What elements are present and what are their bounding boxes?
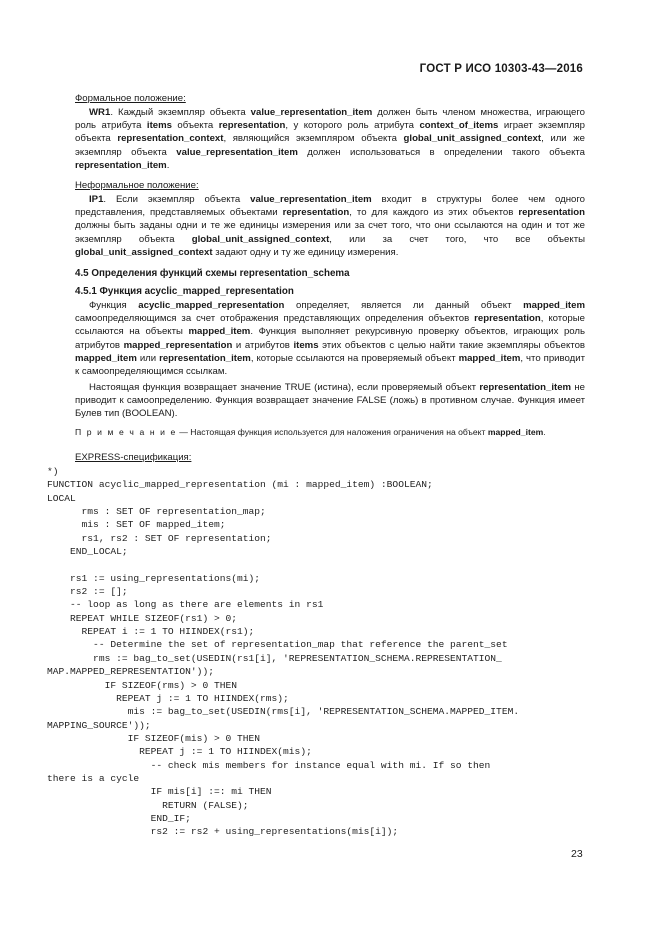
rule-id: IP1 <box>89 194 104 205</box>
section-heading-4-5: 4.5 Определения функций схемы representation_schema <box>75 268 350 279</box>
document-header: ГОСТ Р ИСО 10303-43—2016 <box>419 63 583 75</box>
formal-rule-text: WR1. Каждый экземпляр объекта value_representation_item должен быть членом множества, играющего роль атрибута items объекта representation, у которого роль атрибута context_of_items играет экземпляр объекта representation_context, являющийся экземпляром объекта global_unit_assigned_context, или же экземпляр объекта value_representation_item должен использоваться в определении такого объекта representation_item. <box>75 107 586 171</box>
note-label: П р и м е ч а н и е <box>75 427 177 437</box>
note-paragraph: П р и м е ч а н и е — Настоящая функция используется для наложения ограничения на объект mapped_item. <box>75 427 546 437</box>
express-code-block: *) FUNCTION acyclic_mapped_representation (mi : mapped_item) :BOOLEAN; LOCAL rms : SET OF representation_map; mis : SET OF mapped_item; rs1, rs2 : SET OF representation; END_LOCAL; rs1 := using_representations(mi); rs2 := []; -- loop as long as there are elements in rs1 REPEAT WHILE SIZEOF(rs1) > 0; REPEAT i := 1 TO HIINDEX(rs1); -- Determine the set of representation_map that reference the parent_set rms := bag_to_set(USEDIN(rs1[i], 'REPRESENTATION_SCHEMA.REPRESENTATION_ MAP.MAPPED_REPRESENTATION')); IF SIZEOF(rms) > 0 THEN REPEAT j := 1 TO HIINDEX(rms); mis := bag_to_set(USEDIN(rms[i], 'REPRESENTATION_SCHEMA.MAPPED_ITEM. MAPPING_SOURCE')); IF SIZEOF(mis) > 0 THEN REPEAT j := 1 TO HIINDEX(mis); -- check mis members for instance equal with mi. If so then there is a cycle IF mis[i] :=: mi THEN RETURN (FALSE); END_IF; rs2 := rs2 + using_representations(mis[i]); <box>47 466 520 838</box>
informal-rule-text: IP1. Если экземпляр объекта value_representation_item входит в структуры более чем одного представления, представляемых объектами representation, то для каждого из этих объектов representation должны быть заданы одни и те же единицы измерения или за счет того, что они ссылаются на один и тот же экземпляр объекта global_unit_assigned_context, или за счет того, что все объекты global_unit_assigned_context задают одну и ту же единицу измерения. <box>75 194 585 258</box>
function-description-paragraph: Функция acyclic_mapped_representation определяет, является ли данный объект mapped_item самоопределяющимся за счет отображения представляющих определения объектов representation, которые ссылаются на объекты mapped_item. Функция выполняет рекурсивную проверку объектов, играющих роль атрибутов mapped_representation и атрибутов items этих объектов с целью найти такие экземпляры объектов mapped_item или representation_item, которые ссылаются на проверяемый объект mapped_item, что приводит к самоопределяющимся ссылкам. <box>75 300 585 378</box>
page-number: 23 <box>571 848 583 860</box>
informal-rule-label: Неформальное положение: <box>75 180 199 191</box>
formal-rule-label: Формальное положение: <box>75 93 186 104</box>
return-value-paragraph: Настоящая функция возвращает значение TRUE (истина), если проверяемый объект representation_item не приводит к самоопределению. Функция возвращает значение FALSE (ложь) в противном случае. Функция имеет Булев тип (BOOLEAN). <box>75 382 585 420</box>
express-spec-label: EXPRESS-спецификация: <box>75 452 192 463</box>
rule-id: WR1 <box>89 107 111 118</box>
section-heading-4-5-1: 4.5.1 Функция acyclic_mapped_representation <box>75 286 294 297</box>
